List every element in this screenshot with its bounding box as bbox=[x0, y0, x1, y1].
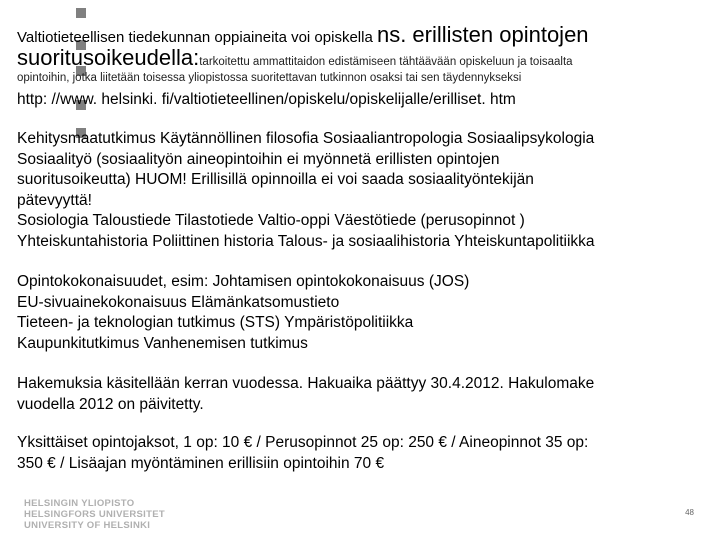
header-description: tarkoitettu ammattitaidon edistämiseen tähtäävään opiskeluun ja toisaalta bbox=[199, 56, 573, 68]
header-line-1 bbox=[17, 24, 707, 46]
text-line: Kehitysmaatutkimus Käytännöllinen filosofia Sosiaaliantropologia Sosiaalipsykologia bbox=[17, 130, 595, 147]
info-link[interactable]: http: //www. helsinki. fi/valtiotieteellinen/opiskelu/opiskelijalle/erilliset. htm bbox=[17, 90, 516, 108]
text-line: Yhteiskuntahistoria Poliittinen historia Talous- ja sosiaalihistoria Yhteiskuntapolitiikka bbox=[17, 232, 595, 250]
text-line: Yksittäiset opintojaksot, 1 op: 10 € / Perusopinnot 25 op: 250 € / Aineopinnot 35 op: bbox=[17, 434, 589, 451]
header-intro-text: Valtiotieteellisen tiedekunnan oppiaineita voi opiskella bbox=[17, 29, 377, 46]
text-line: Sosiaalityö (sosiaalityön aineopintoihin ei myönnetä erillisten opintojen bbox=[17, 150, 500, 168]
text-line: suoritusoikeutta) HUOM! Erillisillä opinnoilla ei voi saada sosiaalityöntekijän bbox=[17, 171, 534, 188]
text-line: Tieteen- ja teknologian tutkimus (STS) Ympäristöpolitiikka bbox=[17, 314, 414, 331]
header-line-2 bbox=[17, 47, 707, 69]
logo-line-2: HELSINGFORS UNIVERSITET bbox=[24, 509, 165, 520]
page-number: 48 bbox=[685, 508, 694, 517]
header-description-2: opintoihin, jotka liitetään toisessa yliopistossa suoritettavan tutkinnon osaksi tai sen täydennykseksi bbox=[17, 72, 522, 84]
logo-line-3: UNIVERSITY OF HELSINKI bbox=[24, 520, 151, 531]
text-line: Opintokokonaisuudet, esim: Johtamisen opintokokonaisuus (JOS) bbox=[17, 273, 470, 290]
slide-content bbox=[17, 24, 707, 474]
text-line: Hakemuksia käsitellään kerran vuodessa. Hakuaika päättyy 30.4.2012. Hakulomake bbox=[17, 375, 595, 392]
text-line: EU-sivuainekokonaisuus Elämänkatsomustieto bbox=[17, 293, 340, 311]
text-line: vuodella 2012 on päivitetty. bbox=[17, 395, 204, 413]
text-line: Kaupunkitutkimus Vanhenemisen tutkimus bbox=[17, 334, 308, 352]
fees-paragraph bbox=[17, 433, 707, 474]
subjects-paragraph bbox=[17, 129, 707, 252]
header-highlight-text: ns. erillisten opintojen bbox=[376, 22, 589, 47]
text-line: Sosiologia Taloustiede Tilastotiede Valtio-oppi Väestötiede (perusopinnot ) bbox=[17, 212, 525, 229]
text-line: pätevyyttä! bbox=[17, 191, 92, 209]
application-paragraph bbox=[17, 374, 707, 415]
logo-line-1: HELSINGIN YLIOPISTO bbox=[24, 498, 135, 509]
decorative-square-1 bbox=[76, 8, 86, 18]
study-modules-paragraph bbox=[17, 272, 707, 354]
text-line: 350 € / Lisäajan myöntäminen erillisiin opintoihin 70 € bbox=[17, 454, 385, 472]
university-logo bbox=[24, 498, 165, 531]
header-highlight-text-2: suoritusoikeudella: bbox=[17, 45, 200, 70]
